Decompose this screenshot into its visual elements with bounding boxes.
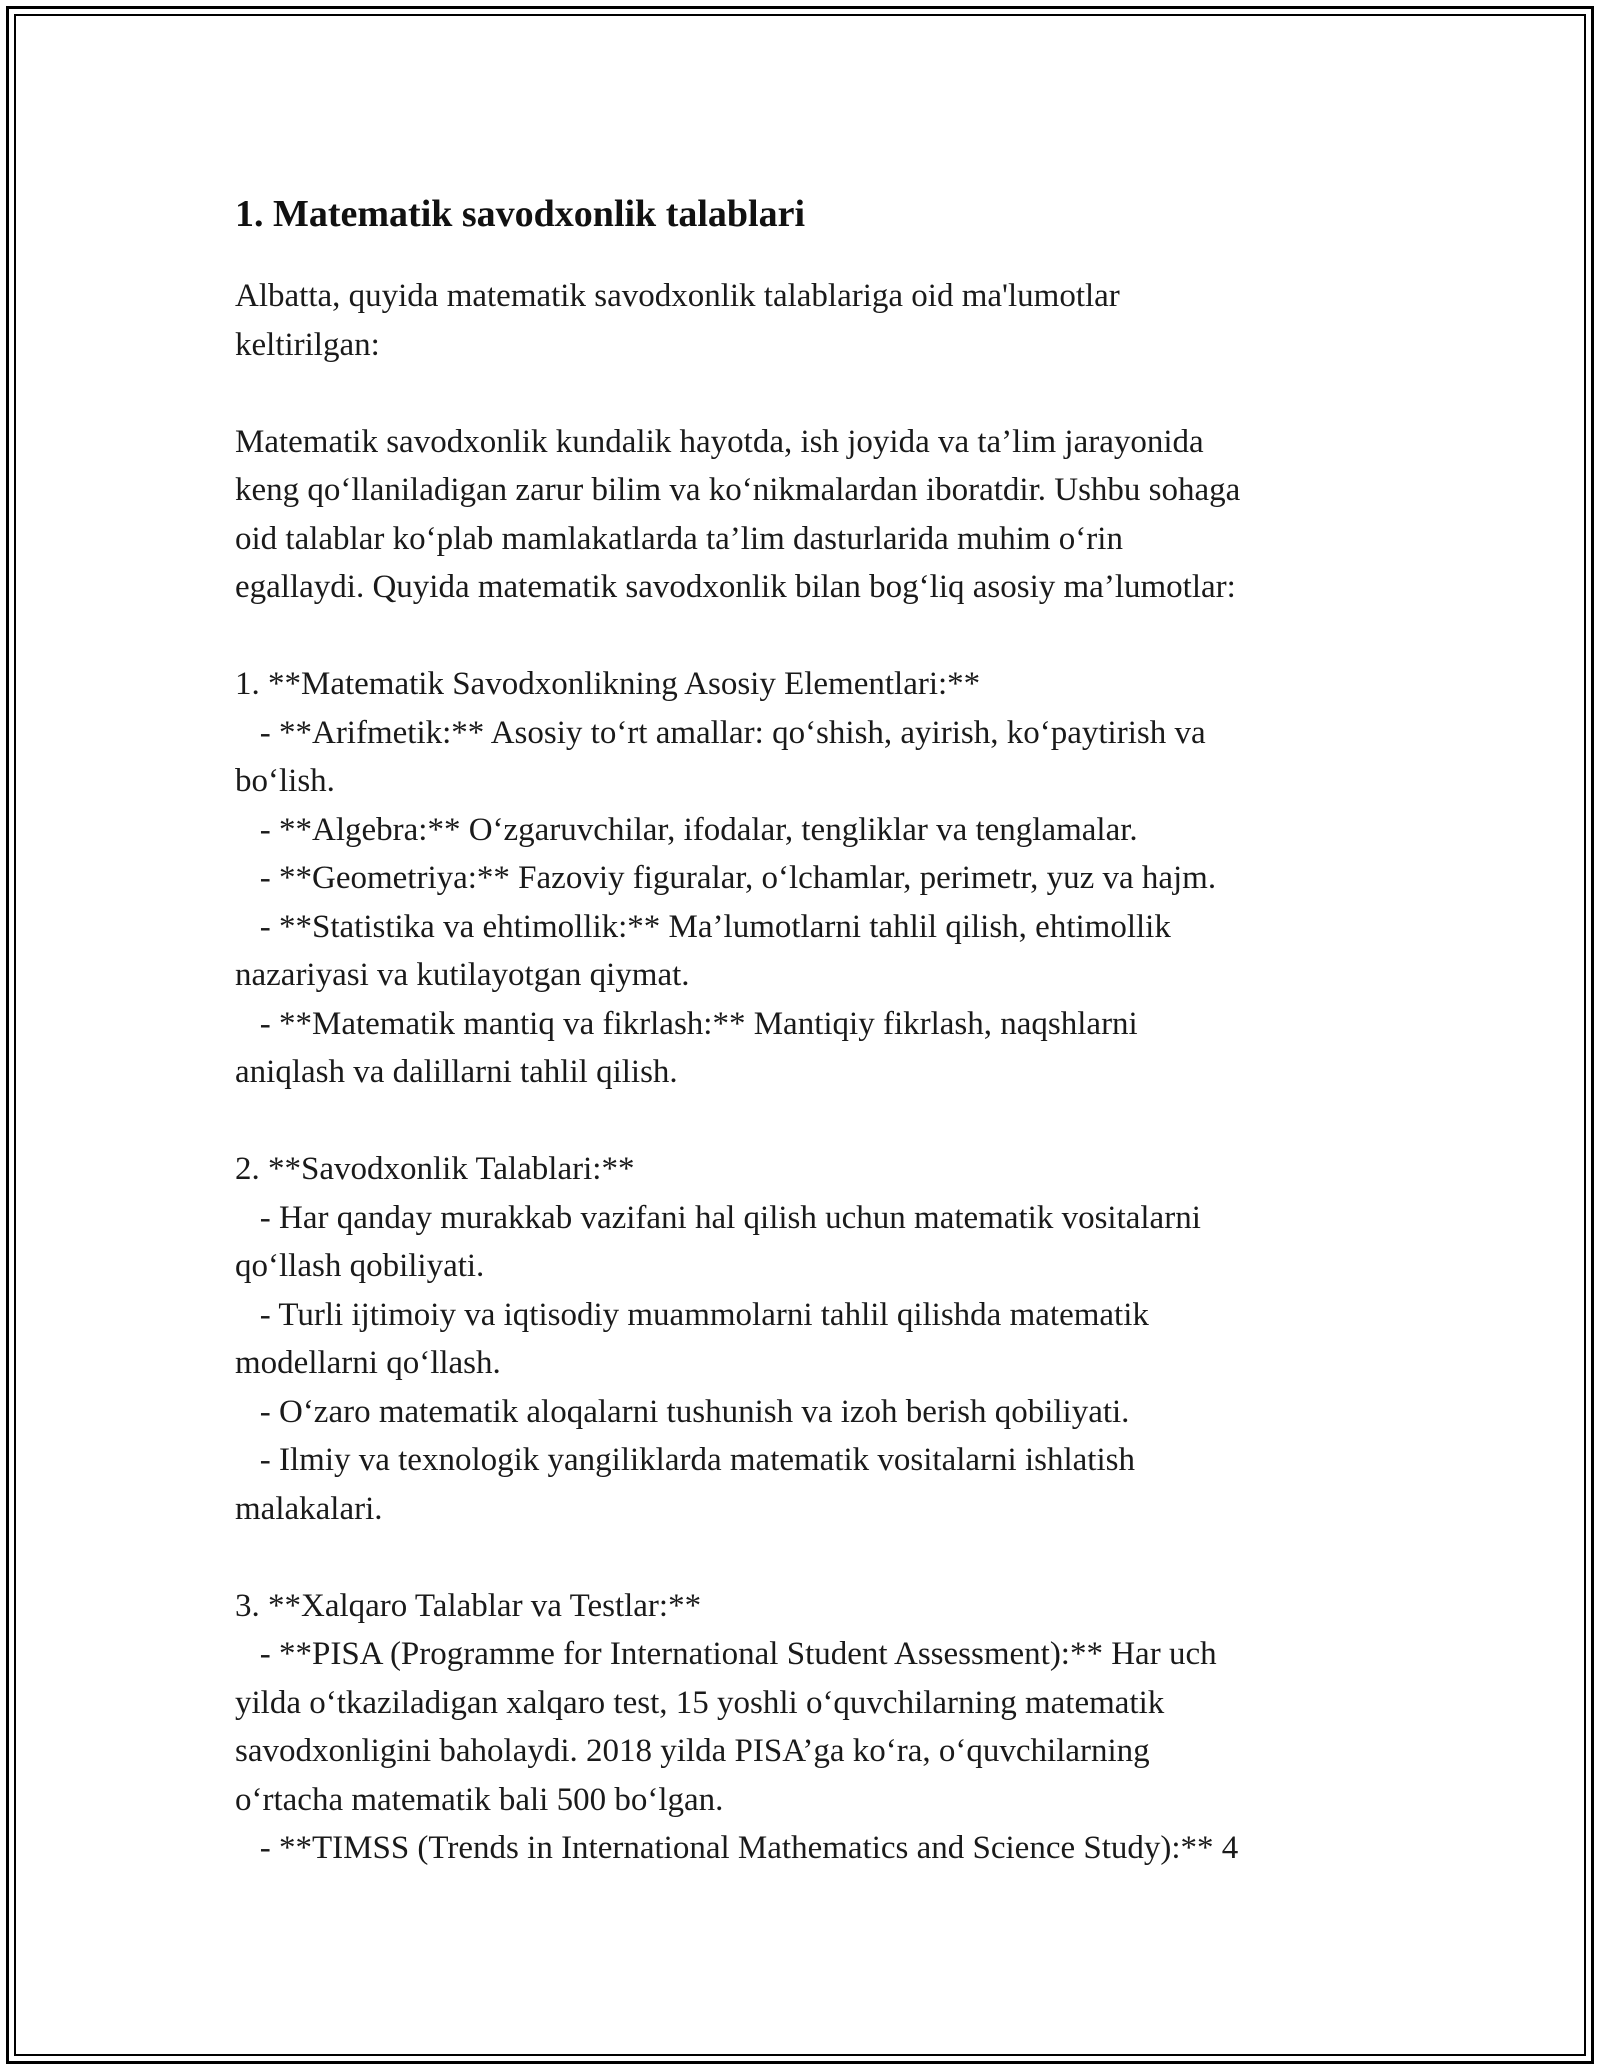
paragraph-gap — [235, 1533, 1375, 1582]
intro-paragraph: Albatta, quyida matematik savodxonlik talablariga oid ma'lumotlar keltirilgan: — [235, 278, 1120, 363]
paragraph-gap — [235, 369, 1375, 418]
section-international-tests: 3. **Xalqaro Talablar va Testlar:** - **PISA (Programme for International Student Assessment):** Har uch yilda o‘tkaziladigan xalqaro test, 15 yoshli o‘quvchilarning matematik savodxonligini baholaydi. 2018 yilda PISA’ga ko‘ra, o‘quvchilarning o‘rtacha matematik bali 500 bo‘lgan. - **TIMSS (Trends in International Mathematics and Science Study):** 4 — [235, 1587, 1239, 1866]
overview-paragraph: Matematik savodxonlik kundalik hayotda, ish joyida va ta’lim jarayonida keng qo‘llaniladigan zarur bilim va ko‘nikmalardan iboratdir. Ushbu sohaga oid talablar ko‘plab mamlakatlarda ta’lim dasturlarida muhim o‘rin egallaydi. Quyida matematik savodxonlik bilan bog‘liq asosiy ma’lumotlar: — [235, 423, 1241, 605]
section-basic-elements: 1. **Matematik Savodxonlikning Asosiy Elementlari:** - **Arifmetik:** Asosiy to‘rt amallar: qo‘shish, ayirish, ko‘paytirish va bo‘lish. - **Algebra:** O‘zgaruvchilar, ifodalar, tengliklar va tenglamalar. - **Geometriya:** Fazoviy figuralar, o‘lchamlar, perimetr, yuz va hajm. - **Statistika va ehtimollik:** Ma’lumotlarni tahlil qilish, ehtimollik nazariyasi va kutilayotgan qiymat. - **Matematik mantiq va fikrlash:** Mantiqiy fikrlash, naqshlarni aniqlash va dalillarni tahlil qilish. — [235, 666, 1217, 1090]
section-literacy-requirements: 2. **Savodxonlik Talablari:** - Har qanday murakkab vazifani hal qilish uchun matematik vositalarni qo‘llash qobiliyati. - Turli ijtimoiy va iqtisodiy muammolarni tahlil qilishda matematik modellarni qo‘llash. - O‘zaro matematik aloqalarni tushunish va izoh berish qobiliyati. - Ilmiy va texnologik yangiliklarda matematik vositalarni ishlatish malakalari. — [235, 1151, 1201, 1527]
paragraph-gap — [235, 612, 1375, 661]
document-heading: 1. Matematik savodxonlik talablari — [235, 193, 806, 235]
paragraph-gap — [235, 1097, 1375, 1146]
document-body — [235, 186, 1375, 1873]
